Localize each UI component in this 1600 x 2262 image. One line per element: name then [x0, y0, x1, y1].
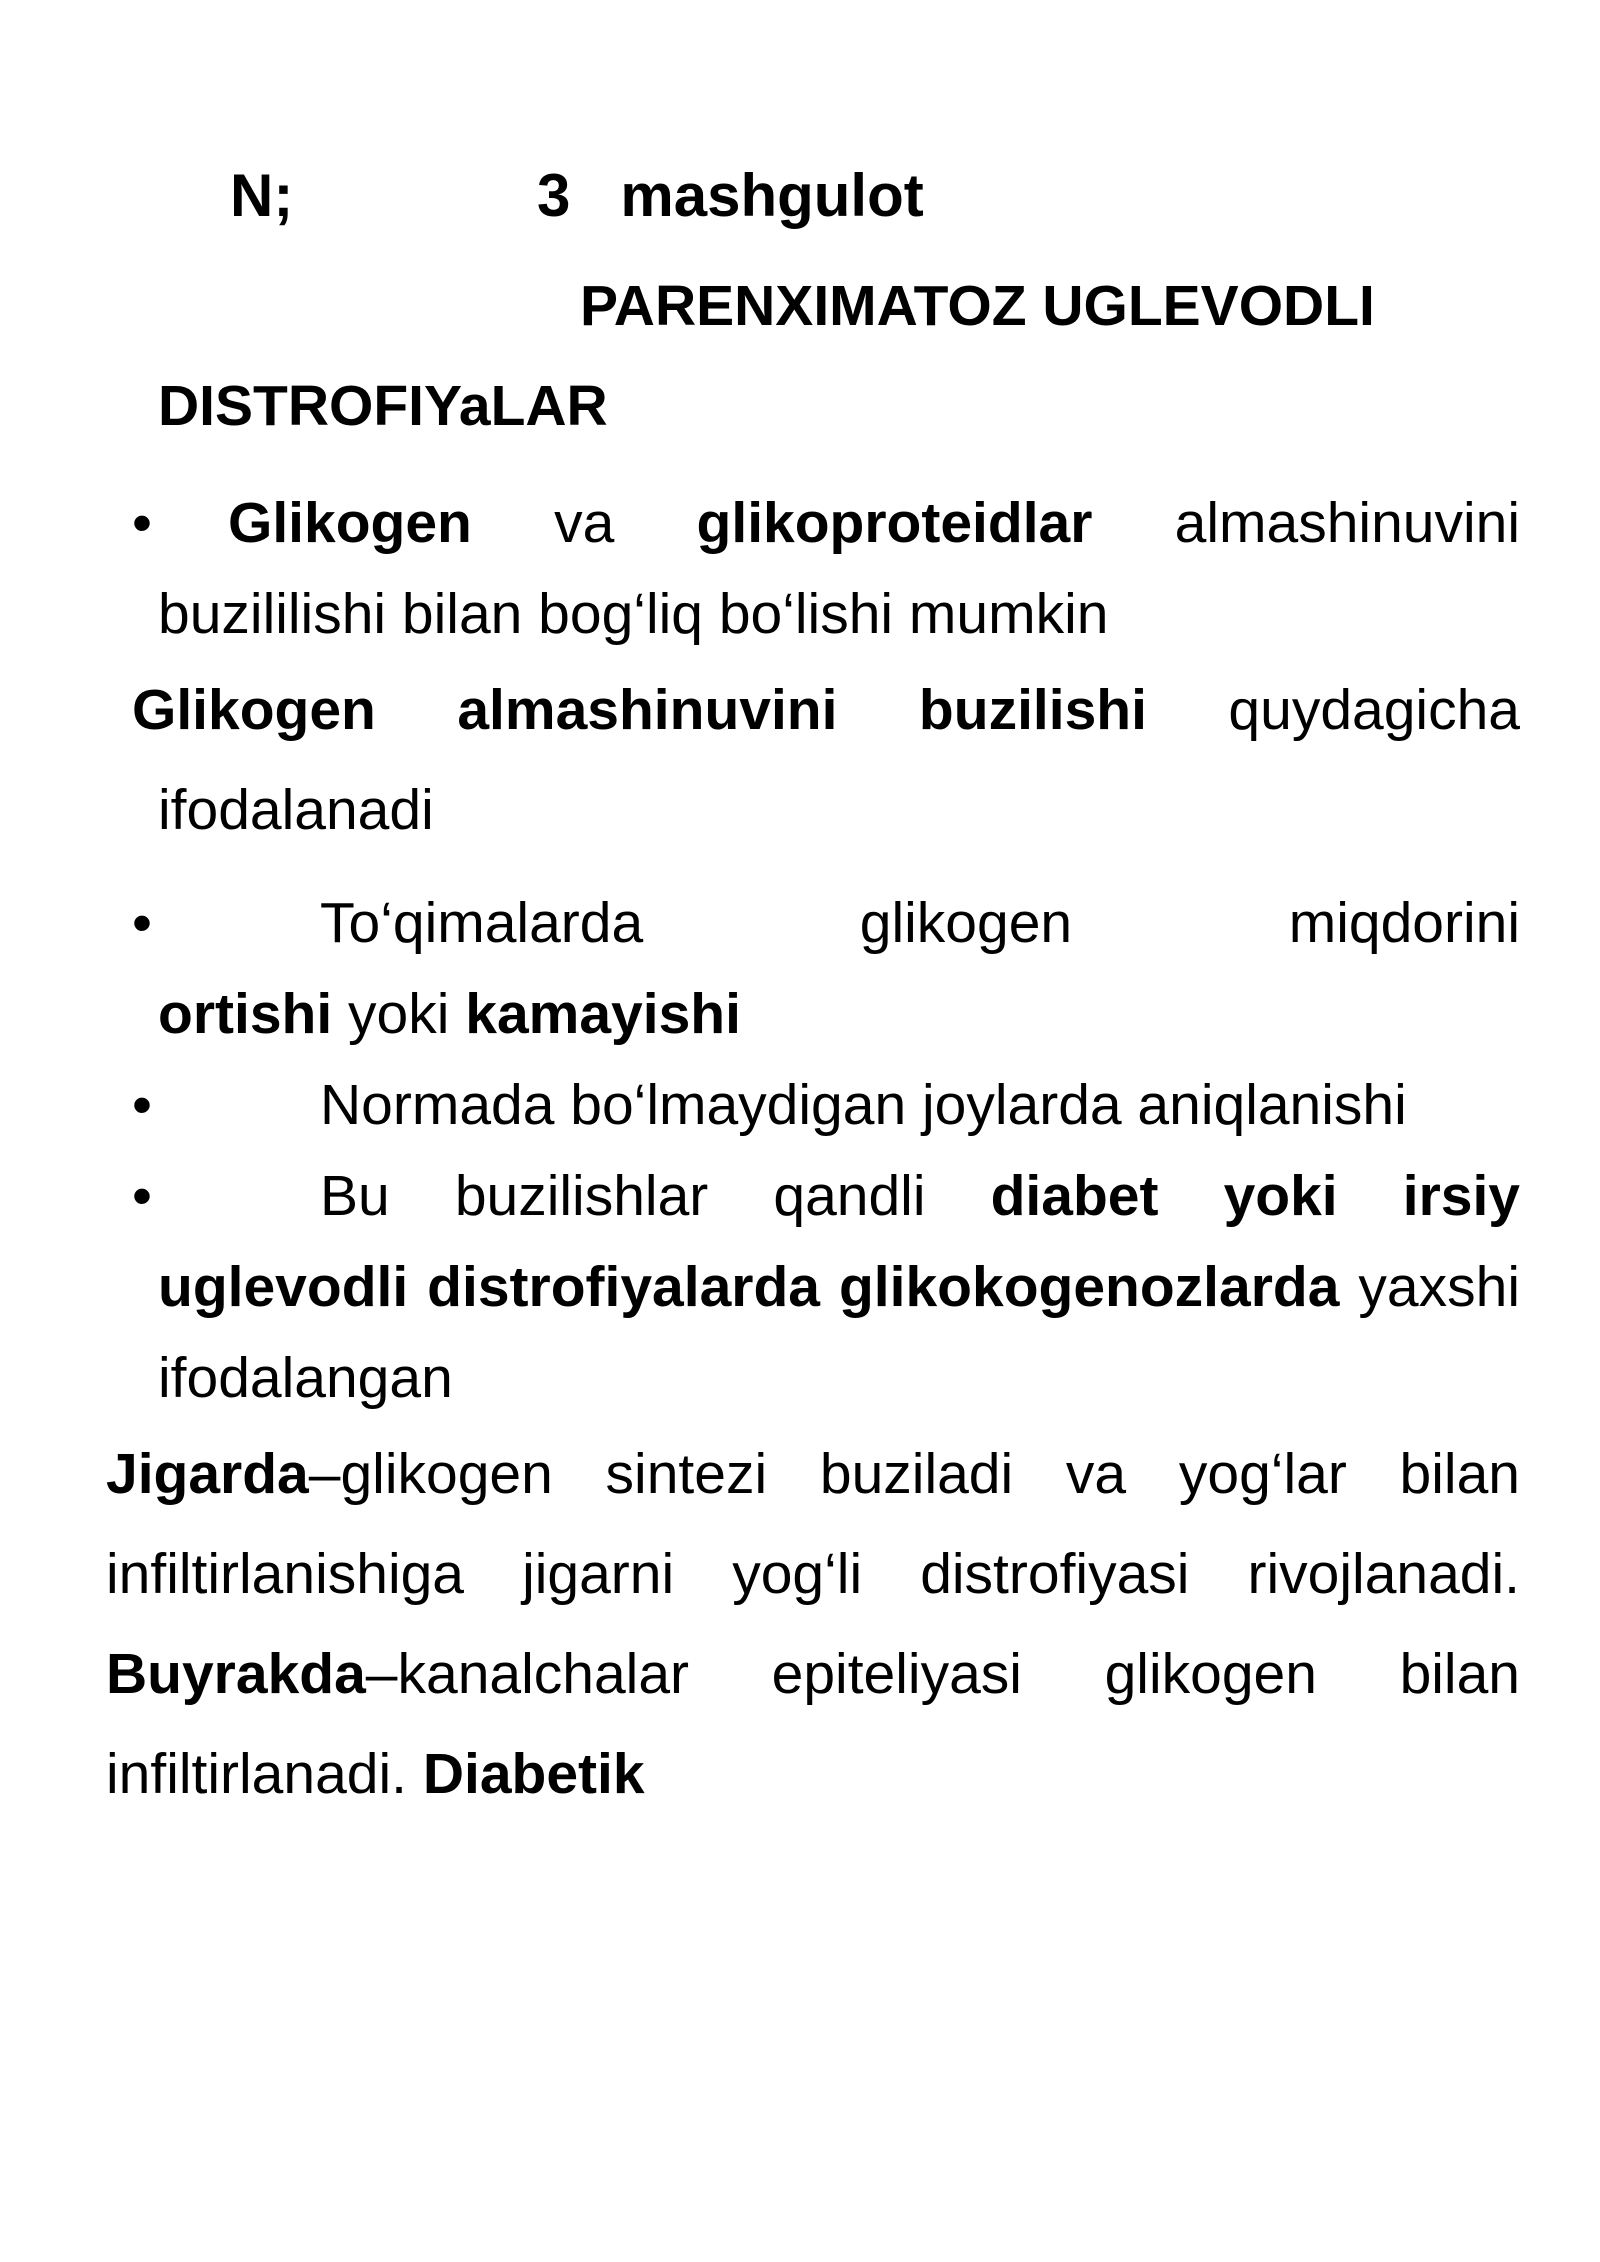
lesson-label: mashgulot [620, 162, 924, 229]
list-item-1-line2 [158, 969, 1520, 1060]
title-line-1: PARENXIMATOZ UGLEVODLI [580, 274, 1375, 338]
bullet-icon: • [132, 491, 152, 555]
glycogen-para-line2: ifodalanadi [158, 778, 434, 842]
final-paragraph [106, 1424, 1520, 1824]
final-bold-jigarda: Jigarda [106, 1442, 309, 1506]
intro-rest-text: almashinuvini [1174, 491, 1521, 555]
list-item [132, 878, 1520, 1060]
list-item-2-text [158, 1060, 1520, 1151]
list-item-1-bold-kamayishi: kamayishi [465, 982, 741, 1046]
glycogen-para-bold: Glikogen almashinuvini buzilishi [132, 678, 1147, 742]
glycogen-para-line1 [132, 660, 1520, 760]
term-glikogen: Glikogen [228, 491, 472, 555]
list-item-1-bold-ortishi: ortishi [158, 982, 333, 1046]
list-item-3-text-a: Bu buzilishlar qandli [320, 1164, 926, 1228]
lesson-heading [132, 150, 1520, 250]
list-item-1-connector: yoki [348, 982, 450, 1046]
intro-bullet [132, 478, 1520, 660]
final-bold-diabetik: Diabetik [422, 1742, 645, 1806]
list-item [132, 1060, 1520, 1151]
document-content [106, 150, 1521, 1824]
list-item-1-line1 [158, 878, 1520, 969]
final-text-1: –glikogen sintezi buziladi va yog‘lar bilan infiltirlanishiga jigarni yog‘li distrofiyasi rivojlanadi. [106, 1442, 1520, 1606]
bullet-icon: • [132, 1164, 152, 1228]
list-item-3-text-b: yaxshi ifodalangan [158, 1255, 1520, 1410]
intro-bullet-line2: buzililishi bilan bog‘liq bo‘lishi mumkin [158, 582, 1109, 646]
list-item [132, 1151, 1520, 1424]
heading-n-label: N; [230, 162, 294, 229]
list-item-3-text [158, 1151, 1520, 1424]
bullet-icon: • [132, 891, 152, 955]
connector-text: va [554, 491, 615, 555]
final-bold-buyrakda: Buyrakda [106, 1642, 366, 1706]
bullet-icon: • [132, 1073, 152, 1137]
list-item-2-label: Normada bo‘lmaydigan joylarda aniqlanishi [320, 1073, 1407, 1137]
final-text-2: –kanalchalar epiteliyasi glikogen bilan infiltirlanadi. [106, 1642, 1520, 1806]
intro-bullet-line1 [158, 478, 1520, 569]
lesson-number: 3 [537, 162, 571, 229]
glycogen-para-rest: quydagicha [1228, 678, 1520, 742]
title-line-2: DISTROFIYaLAR [158, 374, 608, 438]
heading-lesson [537, 150, 924, 241]
list-item-3-bold: diabet yoki irsiy uglevodli distrofiyalarda glikokogenozlarda [158, 1164, 1520, 1319]
term-glikoproteidlar: glikoproteidlar [696, 491, 1093, 555]
list-item-1-text: To‘qimalarda glikogen miqdorini [320, 891, 1520, 955]
